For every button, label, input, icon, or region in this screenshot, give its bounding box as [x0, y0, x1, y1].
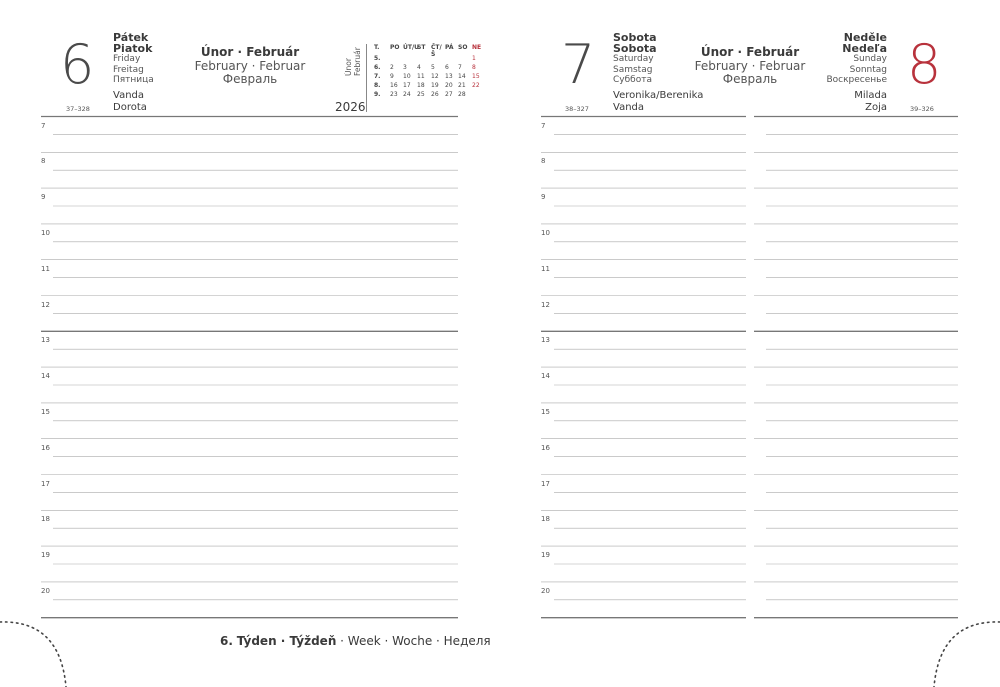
mini-cal-day: 17 [403, 82, 411, 89]
day-name: Sobota [613, 31, 657, 44]
mini-cal-header: PO [390, 44, 400, 51]
mini-cal-day: 9 [390, 73, 394, 80]
month-sub-right: Февраль [722, 72, 778, 86]
mini-cal-header: ÚT/U [403, 44, 420, 51]
hour-label: 8 [541, 157, 546, 166]
hour-label: 14 [41, 372, 50, 381]
hour-label: 18 [41, 515, 50, 524]
mini-cal-day: 4 [417, 64, 421, 71]
mini-cal-header: NE [472, 44, 482, 51]
hour-label: 16 [541, 443, 550, 452]
hour-label: 20 [41, 586, 50, 595]
mini-cal-day: 9. [374, 91, 381, 98]
hour-label: 14 [541, 372, 550, 381]
nameday: Dorota [113, 102, 147, 113]
day-code-sunday: 39–326 [910, 105, 934, 113]
mini-cal-day: 22 [472, 82, 480, 89]
week-footer [220, 634, 491, 648]
day-code-saturday: 38–327 [565, 105, 589, 113]
mini-cal-label: Február [353, 47, 362, 76]
day-number-left: 6 [60, 33, 95, 96]
mini-cal-day: 27 [445, 91, 453, 98]
day-name-sub: Saturday [613, 54, 654, 64]
mini-cal-header: ST [417, 44, 426, 51]
month-title-left: Únor · Február [200, 45, 300, 59]
hour-label: 15 [41, 407, 50, 416]
hour-label: 10 [41, 228, 50, 237]
day-name-sub: Freitag [113, 64, 144, 75]
hour-label: 7 [41, 121, 46, 130]
mini-cal-day: 5. [374, 55, 381, 62]
month-title-right: Únor · Február [700, 45, 800, 59]
dotted-arc-left [0, 600, 80, 687]
dotted-arc-right [920, 600, 1000, 687]
day-number-saturday: 7 [561, 33, 596, 96]
mini-cal-day: 20 [445, 82, 453, 89]
nameday: Milada [854, 90, 887, 101]
nameday: Zoja [865, 102, 887, 113]
mini-cal-day: 24 [403, 91, 411, 98]
nameday: Veronika/Berenika [613, 90, 704, 101]
hour-label: 11 [541, 264, 550, 273]
mini-cal-day: 12 [431, 73, 439, 80]
mini-cal-day: 21 [458, 82, 466, 89]
nameday: Vanda [113, 90, 145, 101]
day-name-sub: Sonntag [849, 64, 887, 75]
mini-cal-day: 2 [390, 64, 394, 71]
day-name-sub: Пятница [113, 75, 154, 85]
mini-cal-day: 15 [472, 73, 480, 80]
day-name: Piatok [113, 42, 153, 55]
mini-cal-header: ČT/Š [431, 44, 442, 58]
day-name-sub: Воскресенье [826, 75, 887, 85]
month-sub-left: Февраль [222, 72, 278, 86]
hour-label: 12 [541, 300, 550, 309]
mini-cal-day: 1 [472, 55, 476, 62]
mini-cal-label: Únor [344, 58, 353, 76]
hour-label: 20 [541, 586, 550, 595]
day-name-sub: Samstag [613, 64, 653, 75]
hour-label: 13 [41, 336, 50, 345]
hour-label: 17 [41, 479, 50, 488]
mini-cal-day: 13 [445, 73, 453, 80]
day-name-sub: Friday [113, 54, 141, 64]
week-number: 6. [220, 634, 233, 648]
mini-cal-day: 28 [458, 91, 466, 98]
mini-cal-header: T. [374, 44, 380, 51]
week-translations: · Week · Woche · Неделя [336, 634, 491, 648]
hour-label: 15 [541, 407, 550, 416]
day-name-sub: Sunday [853, 54, 887, 64]
day-name: Neděle [843, 31, 887, 44]
mini-cal-day: 7 [458, 64, 462, 71]
hour-label: 13 [541, 336, 550, 345]
hour-label: 7 [541, 121, 546, 130]
mini-cal-day: 10 [403, 73, 411, 80]
mini-cal-day: 7. [374, 73, 381, 80]
mini-cal-day: 6. [374, 64, 381, 71]
hour-label: 19 [41, 551, 50, 560]
mini-cal-header: SO [458, 44, 468, 51]
day-name: Sobota [613, 42, 657, 55]
mini-cal-day: 5 [431, 64, 435, 71]
day-name: Pátek [113, 31, 149, 44]
mini-cal-day: 6 [445, 64, 449, 71]
hour-label: 8 [41, 157, 46, 166]
hour-label: 19 [541, 551, 550, 560]
month-sub-left: February · Februar [194, 59, 306, 73]
day-name: Nedeľa [842, 42, 887, 55]
mini-cal-day: 19 [431, 82, 439, 89]
mini-cal-header: PÁ [445, 44, 454, 51]
hour-label: 11 [41, 264, 50, 273]
mini-cal-day: 8 [472, 64, 476, 71]
day-name-sub: Суббота [613, 75, 652, 85]
week-title: Týden · Týždeň [236, 634, 337, 648]
day-number-sunday: 8 [907, 33, 942, 96]
hour-label: 16 [41, 443, 50, 452]
hour-label: 9 [541, 193, 546, 202]
hour-label: 17 [541, 479, 550, 488]
hour-label: 10 [541, 228, 550, 237]
hour-label: 12 [41, 300, 50, 309]
hour-label: 18 [541, 515, 550, 524]
mini-cal-day: 14 [458, 73, 466, 80]
year-label: 2026 [335, 100, 366, 114]
mini-cal-day: 11 [417, 73, 425, 80]
mini-cal-day: 26 [431, 91, 439, 98]
mini-cal-day: 25 [417, 91, 425, 98]
mini-cal-day: 8. [374, 82, 381, 89]
nameday: Vanda [613, 102, 645, 113]
day-code-left: 37–328 [66, 105, 90, 113]
mini-cal-day: 3 [403, 64, 407, 71]
mini-cal-day: 16 [390, 82, 398, 89]
mini-cal-day: 18 [417, 82, 425, 89]
hour-label: 9 [41, 193, 46, 202]
mini-cal-day: 23 [390, 91, 398, 98]
month-sub-right: February · Februar [694, 59, 806, 73]
